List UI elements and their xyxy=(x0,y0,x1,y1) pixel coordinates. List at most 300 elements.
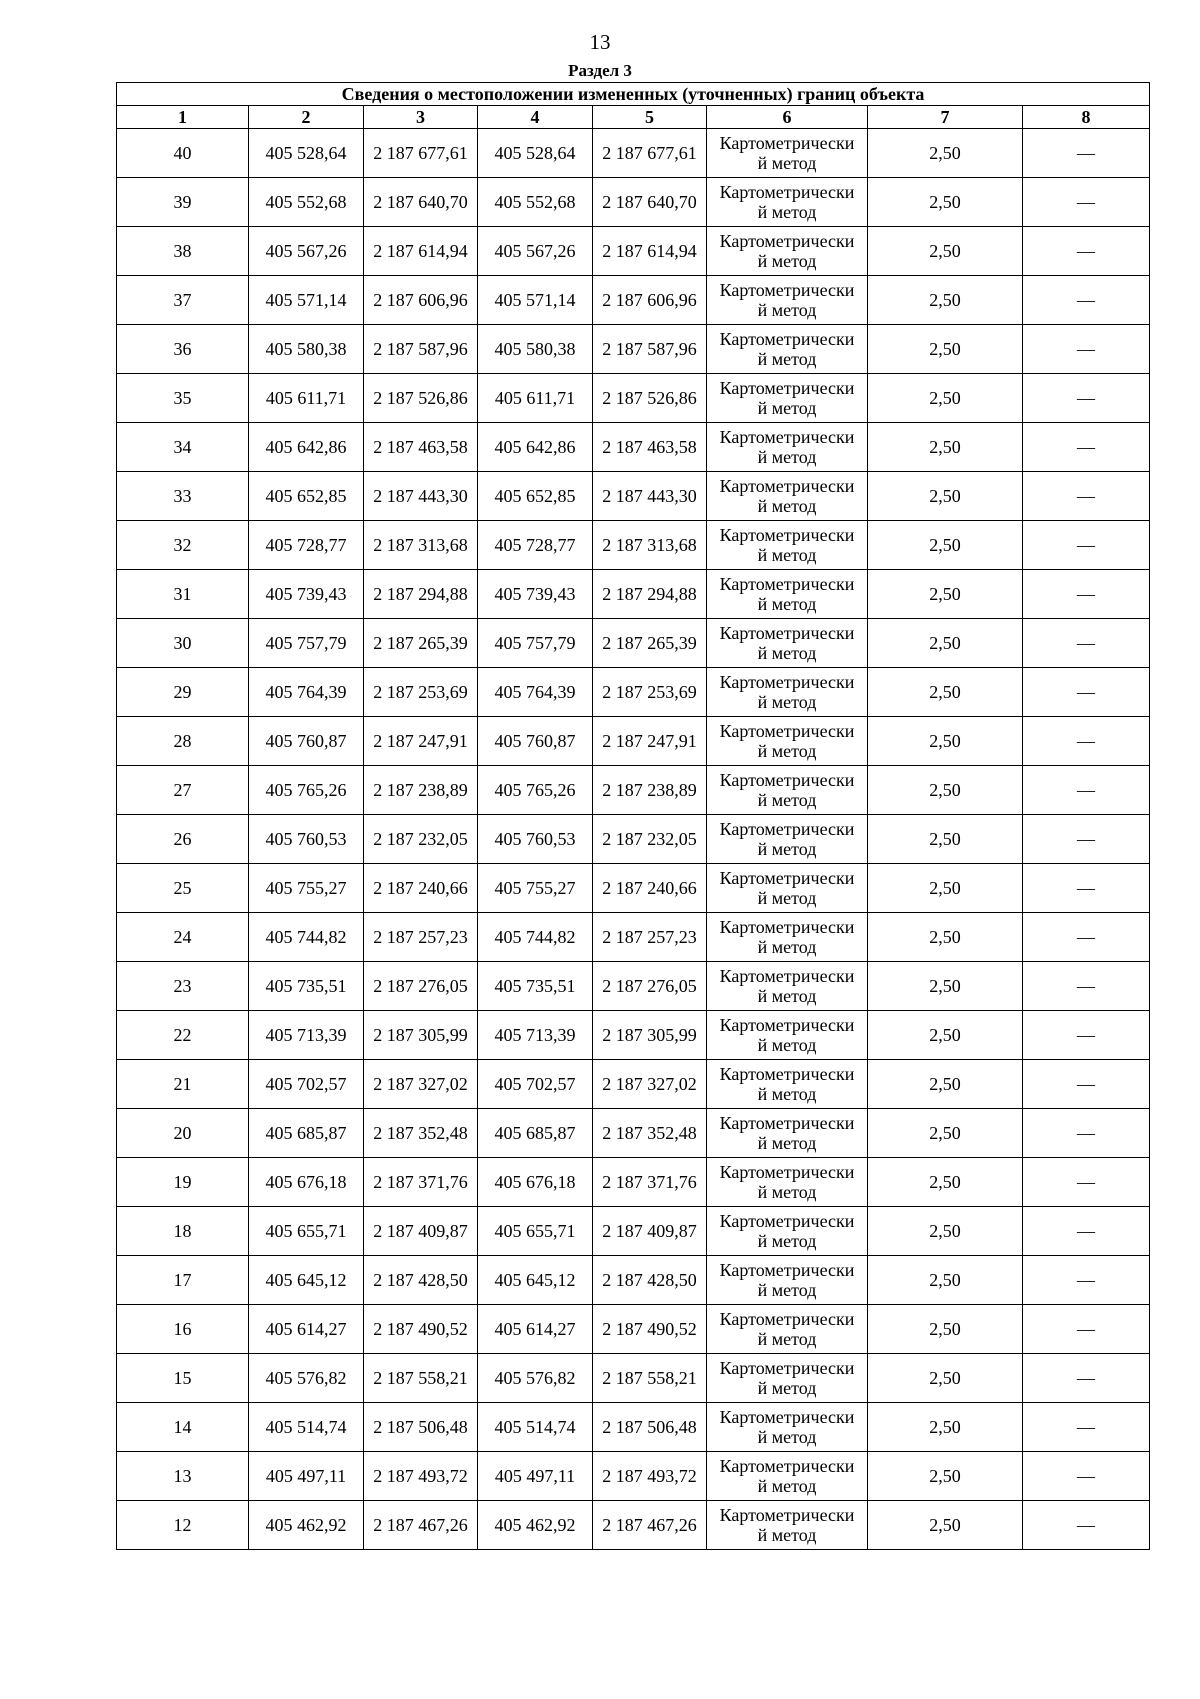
x-old-cell: 405 744,82 xyxy=(249,913,364,962)
y-new-cell: 2 187 493,72 xyxy=(593,1452,707,1501)
column-header: 8 xyxy=(1023,106,1150,129)
method-text-line2: й метод xyxy=(757,839,817,859)
table-row xyxy=(117,1501,1150,1550)
accuracy-cell: 2,50 xyxy=(868,1109,1023,1158)
y-new-cell: 2 187 247,91 xyxy=(593,717,707,766)
table-row xyxy=(117,913,1150,962)
accuracy-cell: 2,50 xyxy=(868,1452,1023,1501)
table-row xyxy=(117,864,1150,913)
x-new-cell: 405 462,92 xyxy=(478,1501,593,1550)
description-cell: — xyxy=(1023,1060,1150,1109)
method-text-line2: й метод xyxy=(757,1035,817,1055)
point-number-cell: 15 xyxy=(117,1354,249,1403)
accuracy-cell: 2,50 xyxy=(868,521,1023,570)
table-row xyxy=(117,668,1150,717)
y-old-cell: 2 187 253,69 xyxy=(364,668,478,717)
description-cell: — xyxy=(1023,815,1150,864)
table-row xyxy=(117,1403,1150,1452)
x-old-cell: 405 528,64 xyxy=(249,129,364,178)
method-text-line1: Картометрически xyxy=(719,1162,855,1182)
x-new-cell: 405 765,26 xyxy=(478,766,593,815)
accuracy-cell: 2,50 xyxy=(868,1256,1023,1305)
x-new-cell: 405 580,38 xyxy=(478,325,593,374)
y-new-cell: 2 187 409,87 xyxy=(593,1207,707,1256)
y-old-cell: 2 187 587,96 xyxy=(364,325,478,374)
accuracy-cell: 2,50 xyxy=(868,325,1023,374)
y-old-cell: 2 187 526,86 xyxy=(364,374,478,423)
column-header: 6 xyxy=(707,106,868,129)
point-number-cell: 28 xyxy=(117,717,249,766)
x-old-cell: 405 757,79 xyxy=(249,619,364,668)
table-row xyxy=(117,129,1150,178)
y-new-cell: 2 187 558,21 xyxy=(593,1354,707,1403)
method-text-line1: Картометрически xyxy=(719,819,855,839)
y-new-cell: 2 187 526,86 xyxy=(593,374,707,423)
point-number-cell: 18 xyxy=(117,1207,249,1256)
y-old-cell: 2 187 238,89 xyxy=(364,766,478,815)
accuracy-cell: 2,50 xyxy=(868,227,1023,276)
x-old-cell: 405 642,86 xyxy=(249,423,364,472)
point-number-cell: 27 xyxy=(117,766,249,815)
x-new-cell: 405 552,68 xyxy=(478,178,593,227)
point-number-cell: 33 xyxy=(117,472,249,521)
method-cell xyxy=(707,1305,868,1354)
x-old-cell: 405 652,85 xyxy=(249,472,364,521)
y-new-cell: 2 187 238,89 xyxy=(593,766,707,815)
method-cell xyxy=(707,717,868,766)
y-new-cell: 2 187 428,50 xyxy=(593,1256,707,1305)
x-new-cell: 405 645,12 xyxy=(478,1256,593,1305)
point-number-cell: 29 xyxy=(117,668,249,717)
accuracy-cell: 2,50 xyxy=(868,668,1023,717)
y-old-cell: 2 187 506,48 xyxy=(364,1403,478,1452)
x-new-cell: 405 676,18 xyxy=(478,1158,593,1207)
method-text-line2: й метод xyxy=(757,1231,817,1251)
table-row xyxy=(117,1207,1150,1256)
table-row xyxy=(117,1060,1150,1109)
x-old-cell: 405 755,27 xyxy=(249,864,364,913)
point-number-cell: 38 xyxy=(117,227,249,276)
method-text-line2: й метод xyxy=(757,986,817,1006)
x-old-cell: 405 571,14 xyxy=(249,276,364,325)
table-row xyxy=(117,570,1150,619)
column-header: 1 xyxy=(117,106,249,129)
accuracy-cell: 2,50 xyxy=(868,766,1023,815)
description-cell: — xyxy=(1023,570,1150,619)
x-new-cell: 405 652,85 xyxy=(478,472,593,521)
y-old-cell: 2 187 327,02 xyxy=(364,1060,478,1109)
y-old-cell: 2 187 640,70 xyxy=(364,178,478,227)
method-text-line2: й метод xyxy=(757,741,817,761)
description-cell: — xyxy=(1023,864,1150,913)
point-number-cell: 34 xyxy=(117,423,249,472)
method-text-line1: Картометрически xyxy=(719,280,855,300)
description-cell: — xyxy=(1023,619,1150,668)
section-title: Раздел 3 xyxy=(568,61,632,80)
method-text-line1: Картометрически xyxy=(719,1407,855,1427)
page-number: 13 xyxy=(589,30,611,54)
method-text-line1: Картометрически xyxy=(719,672,855,692)
point-number-cell: 21 xyxy=(117,1060,249,1109)
point-number-cell: 24 xyxy=(117,913,249,962)
y-old-cell: 2 187 490,52 xyxy=(364,1305,478,1354)
accuracy-cell: 2,50 xyxy=(868,1060,1023,1109)
x-old-cell: 405 576,82 xyxy=(249,1354,364,1403)
method-text-line2: й метод xyxy=(757,1525,817,1545)
method-text-line1: Картометрически xyxy=(719,378,855,398)
method-cell xyxy=(707,472,868,521)
table-caption: Сведения о местоположении измененных (уточненных) границ объекта xyxy=(117,83,1150,106)
method-text-line2: й метод xyxy=(757,790,817,810)
table-row xyxy=(117,1354,1150,1403)
y-new-cell: 2 187 305,99 xyxy=(593,1011,707,1060)
description-cell: — xyxy=(1023,766,1150,815)
method-text-line1: Картометрически xyxy=(719,427,855,447)
x-old-cell: 405 764,39 xyxy=(249,668,364,717)
description-cell: — xyxy=(1023,1452,1150,1501)
point-number-cell: 20 xyxy=(117,1109,249,1158)
description-cell: — xyxy=(1023,276,1150,325)
y-new-cell: 2 187 614,94 xyxy=(593,227,707,276)
method-text-line2: й метод xyxy=(757,1133,817,1153)
y-old-cell: 2 187 265,39 xyxy=(364,619,478,668)
y-new-cell: 2 187 294,88 xyxy=(593,570,707,619)
table-row xyxy=(117,1109,1150,1158)
x-old-cell: 405 580,38 xyxy=(249,325,364,374)
accuracy-cell: 2,50 xyxy=(868,962,1023,1011)
method-text-line1: Картометрически xyxy=(719,133,855,153)
method-text-line1: Картометрически xyxy=(719,1358,855,1378)
column-header-row xyxy=(117,106,1150,129)
column-header: 7 xyxy=(868,106,1023,129)
x-old-cell: 405 655,71 xyxy=(249,1207,364,1256)
x-new-cell: 405 642,86 xyxy=(478,423,593,472)
point-number-cell: 12 xyxy=(117,1501,249,1550)
accuracy-cell: 2,50 xyxy=(868,374,1023,423)
y-new-cell: 2 187 677,61 xyxy=(593,129,707,178)
table-row xyxy=(117,178,1150,227)
method-text-line2: й метод xyxy=(757,153,817,173)
method-text-line2: й метод xyxy=(757,545,817,565)
y-old-cell: 2 187 232,05 xyxy=(364,815,478,864)
boundary-coordinates-table xyxy=(116,82,1150,1550)
method-text-line2: й метод xyxy=(757,1182,817,1202)
x-new-cell: 405 760,87 xyxy=(478,717,593,766)
description-cell: — xyxy=(1023,1403,1150,1452)
accuracy-cell: 2,50 xyxy=(868,570,1023,619)
y-old-cell: 2 187 428,50 xyxy=(364,1256,478,1305)
point-number-cell: 19 xyxy=(117,1158,249,1207)
table-row xyxy=(117,717,1150,766)
point-number-cell: 30 xyxy=(117,619,249,668)
y-new-cell: 2 187 606,96 xyxy=(593,276,707,325)
x-new-cell: 405 764,39 xyxy=(478,668,593,717)
description-cell: — xyxy=(1023,472,1150,521)
description-cell: — xyxy=(1023,962,1150,1011)
table-row xyxy=(117,815,1150,864)
method-text-line1: Картометрически xyxy=(719,1211,855,1231)
x-new-cell: 405 755,27 xyxy=(478,864,593,913)
description-cell: — xyxy=(1023,1256,1150,1305)
y-old-cell: 2 187 677,61 xyxy=(364,129,478,178)
table-body xyxy=(117,129,1150,1550)
description-cell: — xyxy=(1023,1207,1150,1256)
y-old-cell: 2 187 276,05 xyxy=(364,962,478,1011)
x-new-cell: 405 757,79 xyxy=(478,619,593,668)
method-cell xyxy=(707,619,868,668)
x-old-cell: 405 497,11 xyxy=(249,1452,364,1501)
description-cell: — xyxy=(1023,374,1150,423)
x-new-cell: 405 528,64 xyxy=(478,129,593,178)
method-text-line1: Картометрически xyxy=(719,1309,855,1329)
table-row xyxy=(117,1158,1150,1207)
x-new-cell: 405 655,71 xyxy=(478,1207,593,1256)
x-new-cell: 405 611,71 xyxy=(478,374,593,423)
method-text-line1: Картометрически xyxy=(719,329,855,349)
method-text-line2: й метод xyxy=(757,937,817,957)
y-new-cell: 2 187 463,58 xyxy=(593,423,707,472)
method-text-line1: Картометрически xyxy=(719,770,855,790)
point-number-cell: 13 xyxy=(117,1452,249,1501)
method-text-line1: Картометрически xyxy=(719,966,855,986)
y-new-cell: 2 187 443,30 xyxy=(593,472,707,521)
y-old-cell: 2 187 443,30 xyxy=(364,472,478,521)
method-cell xyxy=(707,521,868,570)
method-text-line1: Картометрически xyxy=(719,1260,855,1280)
x-old-cell: 405 514,74 xyxy=(249,1403,364,1452)
description-cell: — xyxy=(1023,1158,1150,1207)
x-old-cell: 405 462,92 xyxy=(249,1501,364,1550)
method-cell xyxy=(707,1256,868,1305)
column-header: 3 xyxy=(364,106,478,129)
method-cell xyxy=(707,374,868,423)
point-number-cell: 14 xyxy=(117,1403,249,1452)
point-number-cell: 25 xyxy=(117,864,249,913)
accuracy-cell: 2,50 xyxy=(868,129,1023,178)
y-new-cell: 2 187 232,05 xyxy=(593,815,707,864)
table-row xyxy=(117,325,1150,374)
x-new-cell: 405 713,39 xyxy=(478,1011,593,1060)
y-old-cell: 2 187 493,72 xyxy=(364,1452,478,1501)
accuracy-cell: 2,50 xyxy=(868,864,1023,913)
y-new-cell: 2 187 467,26 xyxy=(593,1501,707,1550)
x-new-cell: 405 576,82 xyxy=(478,1354,593,1403)
method-cell xyxy=(707,1452,868,1501)
method-cell xyxy=(707,962,868,1011)
table-row xyxy=(117,374,1150,423)
y-new-cell: 2 187 253,69 xyxy=(593,668,707,717)
x-new-cell: 405 744,82 xyxy=(478,913,593,962)
x-old-cell: 405 567,26 xyxy=(249,227,364,276)
table-row xyxy=(117,521,1150,570)
method-text-line2: й метод xyxy=(757,1329,817,1349)
description-cell: — xyxy=(1023,913,1150,962)
method-text-line1: Картометрически xyxy=(719,231,855,251)
y-new-cell: 2 187 257,23 xyxy=(593,913,707,962)
method-cell xyxy=(707,1207,868,1256)
x-old-cell: 405 760,53 xyxy=(249,815,364,864)
description-cell: — xyxy=(1023,1109,1150,1158)
method-text-line2: й метод xyxy=(757,398,817,418)
point-number-cell: 17 xyxy=(117,1256,249,1305)
method-text-line1: Картометрически xyxy=(719,1064,855,1084)
method-text-line1: Картометрически xyxy=(719,1113,855,1133)
x-new-cell: 405 614,27 xyxy=(478,1305,593,1354)
method-cell xyxy=(707,766,868,815)
method-cell xyxy=(707,1011,868,1060)
method-text-line2: й метод xyxy=(757,300,817,320)
accuracy-cell: 2,50 xyxy=(868,1354,1023,1403)
method-text-line2: й метод xyxy=(757,692,817,712)
accuracy-cell: 2,50 xyxy=(868,717,1023,766)
y-new-cell: 2 187 276,05 xyxy=(593,962,707,1011)
y-new-cell: 2 187 490,52 xyxy=(593,1305,707,1354)
x-new-cell: 405 760,53 xyxy=(478,815,593,864)
description-cell: — xyxy=(1023,227,1150,276)
y-new-cell: 2 187 371,76 xyxy=(593,1158,707,1207)
accuracy-cell: 2,50 xyxy=(868,913,1023,962)
table-row xyxy=(117,227,1150,276)
y-old-cell: 2 187 463,58 xyxy=(364,423,478,472)
x-new-cell: 405 497,11 xyxy=(478,1452,593,1501)
point-number-cell: 40 xyxy=(117,129,249,178)
point-number-cell: 16 xyxy=(117,1305,249,1354)
method-text-line2: й метод xyxy=(757,496,817,516)
x-new-cell: 405 685,87 xyxy=(478,1109,593,1158)
table-row xyxy=(117,1452,1150,1501)
method-text-line2: й метод xyxy=(757,1476,817,1496)
table-row xyxy=(117,619,1150,668)
description-cell: — xyxy=(1023,1501,1150,1550)
x-old-cell: 405 765,26 xyxy=(249,766,364,815)
table-row xyxy=(117,276,1150,325)
y-old-cell: 2 187 558,21 xyxy=(364,1354,478,1403)
y-new-cell: 2 187 640,70 xyxy=(593,178,707,227)
y-new-cell: 2 187 327,02 xyxy=(593,1060,707,1109)
accuracy-cell: 2,50 xyxy=(868,1403,1023,1452)
y-new-cell: 2 187 313,68 xyxy=(593,521,707,570)
y-old-cell: 2 187 614,94 xyxy=(364,227,478,276)
method-text-line1: Картометрически xyxy=(719,182,855,202)
x-old-cell: 405 614,27 xyxy=(249,1305,364,1354)
x-new-cell: 405 567,26 xyxy=(478,227,593,276)
accuracy-cell: 2,50 xyxy=(868,423,1023,472)
description-cell: — xyxy=(1023,521,1150,570)
method-cell xyxy=(707,423,868,472)
method-text-line1: Картометрически xyxy=(719,1505,855,1525)
y-old-cell: 2 187 409,87 xyxy=(364,1207,478,1256)
method-text-line2: й метод xyxy=(757,251,817,271)
column-header: 5 xyxy=(593,106,707,129)
x-old-cell: 405 676,18 xyxy=(249,1158,364,1207)
description-cell: — xyxy=(1023,178,1150,227)
point-number-cell: 37 xyxy=(117,276,249,325)
table-row xyxy=(117,1256,1150,1305)
method-cell xyxy=(707,1158,868,1207)
table-row xyxy=(117,1305,1150,1354)
y-new-cell: 2 187 265,39 xyxy=(593,619,707,668)
description-cell: — xyxy=(1023,717,1150,766)
accuracy-cell: 2,50 xyxy=(868,178,1023,227)
method-cell xyxy=(707,1060,868,1109)
point-number-cell: 22 xyxy=(117,1011,249,1060)
accuracy-cell: 2,50 xyxy=(868,815,1023,864)
method-text-line2: й метод xyxy=(757,447,817,467)
method-text-line1: Картометрически xyxy=(719,623,855,643)
method-cell xyxy=(707,913,868,962)
y-new-cell: 2 187 587,96 xyxy=(593,325,707,374)
x-old-cell: 405 713,39 xyxy=(249,1011,364,1060)
y-old-cell: 2 187 313,68 xyxy=(364,521,478,570)
method-cell xyxy=(707,325,868,374)
x-new-cell: 405 514,74 xyxy=(478,1403,593,1452)
point-number-cell: 35 xyxy=(117,374,249,423)
method-text-line2: й метод xyxy=(757,643,817,663)
y-old-cell: 2 187 352,48 xyxy=(364,1109,478,1158)
method-text-line1: Картометрически xyxy=(719,721,855,741)
method-cell xyxy=(707,129,868,178)
method-cell xyxy=(707,227,868,276)
method-cell xyxy=(707,1354,868,1403)
y-old-cell: 2 187 257,23 xyxy=(364,913,478,962)
x-old-cell: 405 739,43 xyxy=(249,570,364,619)
y-old-cell: 2 187 606,96 xyxy=(364,276,478,325)
y-old-cell: 2 187 371,76 xyxy=(364,1158,478,1207)
method-cell xyxy=(707,1109,868,1158)
method-cell xyxy=(707,1403,868,1452)
description-cell: — xyxy=(1023,1305,1150,1354)
method-text-line2: й метод xyxy=(757,594,817,614)
method-text-line1: Картометрически xyxy=(719,1456,855,1476)
y-old-cell: 2 187 240,66 xyxy=(364,864,478,913)
y-old-cell: 2 187 294,88 xyxy=(364,570,478,619)
method-text-line1: Картометрически xyxy=(719,525,855,545)
description-cell: — xyxy=(1023,423,1150,472)
method-cell xyxy=(707,668,868,717)
method-text-line1: Картометрически xyxy=(719,1015,855,1035)
x-old-cell: 405 702,57 xyxy=(249,1060,364,1109)
y-new-cell: 2 187 506,48 xyxy=(593,1403,707,1452)
x-new-cell: 405 702,57 xyxy=(478,1060,593,1109)
column-header: 4 xyxy=(478,106,593,129)
method-text-line1: Картометрически xyxy=(719,476,855,496)
x-old-cell: 405 735,51 xyxy=(249,962,364,1011)
y-old-cell: 2 187 467,26 xyxy=(364,1501,478,1550)
accuracy-cell: 2,50 xyxy=(868,276,1023,325)
table-row xyxy=(117,472,1150,521)
point-number-cell: 26 xyxy=(117,815,249,864)
accuracy-cell: 2,50 xyxy=(868,472,1023,521)
method-cell xyxy=(707,178,868,227)
accuracy-cell: 2,50 xyxy=(868,619,1023,668)
x-old-cell: 405 645,12 xyxy=(249,1256,364,1305)
method-cell xyxy=(707,864,868,913)
method-text-line2: й метод xyxy=(757,1378,817,1398)
accuracy-cell: 2,50 xyxy=(868,1011,1023,1060)
description-cell: — xyxy=(1023,129,1150,178)
method-text-line1: Картометрически xyxy=(719,917,855,937)
method-text-line2: й метод xyxy=(757,888,817,908)
accuracy-cell: 2,50 xyxy=(868,1207,1023,1256)
x-new-cell: 405 571,14 xyxy=(478,276,593,325)
point-number-cell: 39 xyxy=(117,178,249,227)
x-new-cell: 405 739,43 xyxy=(478,570,593,619)
method-text-line2: й метод xyxy=(757,1427,817,1447)
method-text-line2: й метод xyxy=(757,349,817,369)
table-row xyxy=(117,766,1150,815)
description-cell: — xyxy=(1023,1011,1150,1060)
method-text-line2: й метод xyxy=(757,1084,817,1104)
